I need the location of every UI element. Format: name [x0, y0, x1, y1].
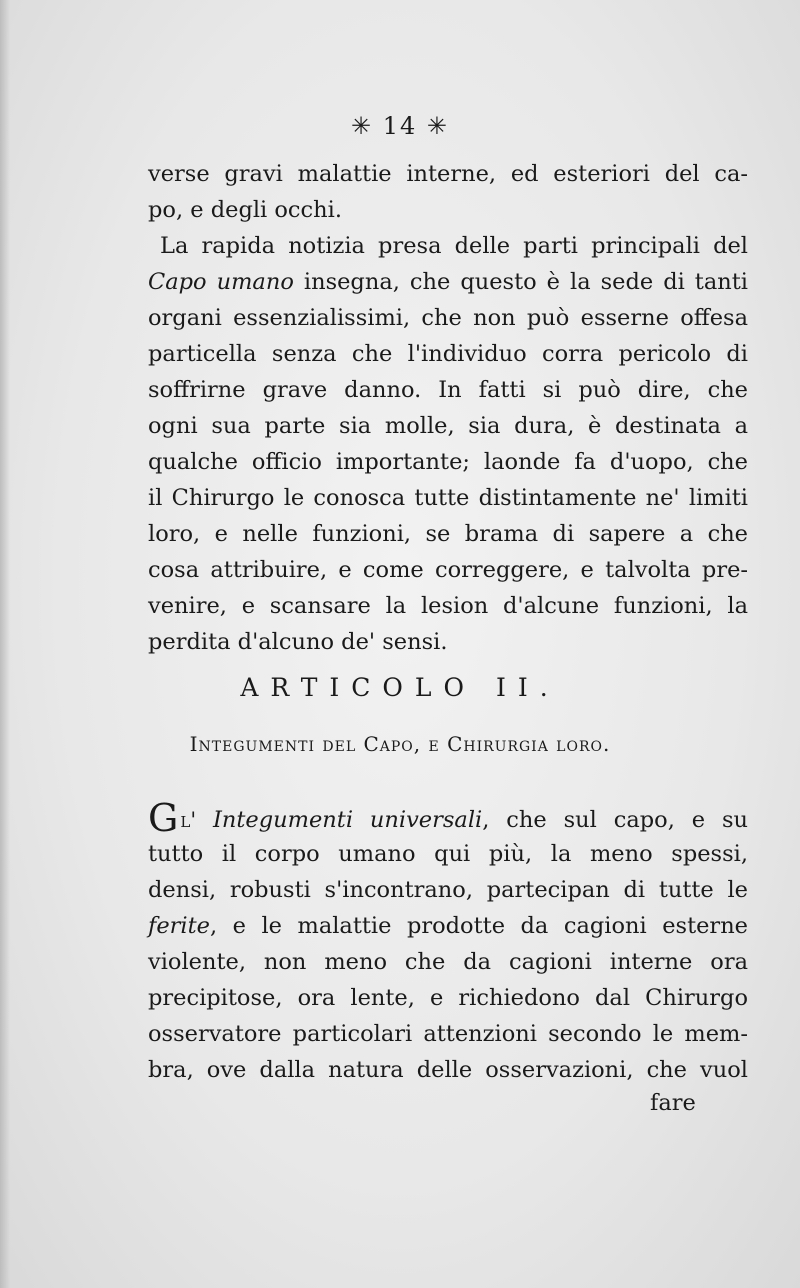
text-line: loro, e nelle funzioni, se brama di sapere a che: [148, 521, 748, 547]
italic-phrase: Capo umano: [148, 269, 294, 295]
text-line: ogni sua parte sia molle, sia dura, è destinata a: [148, 413, 748, 439]
page-number-header: ✳ 14 ✳: [350, 112, 449, 140]
text-line: ferite, e le malattie prodotte da cagioni esterne: [148, 913, 748, 939]
text-line: precipitose, ora lente, e richiedono dal Chirurgo: [148, 985, 748, 1011]
text-line: bra, ove dalla natura delle osservazioni, che vuol: [148, 1057, 748, 1083]
text-line: Capo umano insegna, che questo è la sede di tanti: [148, 269, 748, 295]
italic-phrase: Integumenti universali: [213, 807, 483, 833]
text-line: organi essenzialissimi, che non può esserne offesa: [148, 305, 748, 331]
text-line: cosa attribuire, e come correggere, e talvolta pre-: [148, 557, 748, 583]
text-line: densi, robusti s'incontrano, partecipan di tutte le: [148, 877, 748, 903]
text-line: il Chirurgo le conosca tutte distintamente ne' limiti: [148, 485, 748, 511]
small-caps-text: l': [180, 808, 197, 832]
page-edge-shadow: [0, 0, 10, 1288]
text-line: soffrirne grave danno. In fatti si può dire, che: [148, 377, 748, 403]
section-subtitle: Integumenti del Capo, e Chirurgia loro.: [189, 732, 611, 756]
text-line: tutto il corpo umano qui più, la meno spessi,: [148, 841, 748, 867]
drop-cap: G: [148, 796, 179, 840]
italic-word: ferite: [148, 913, 210, 939]
text-run: , che sul capo, e su: [482, 807, 748, 833]
text-line: qualche officio importante; laonde fa d'uopo, che: [148, 449, 748, 475]
text-line: po, e degli occhi.: [148, 197, 342, 223]
text-line: violente, non meno che da cagioni interne ora: [148, 949, 748, 975]
catchword: fare: [650, 1090, 696, 1116]
text-line: perdita d'alcuno de' sensi.: [148, 629, 448, 655]
text-line: osservatore particolari attenzioni secondo le mem-: [148, 1021, 748, 1047]
text-line: particella senza che l'individuo corra pericolo di: [148, 341, 748, 367]
text-line: venire, e scansare la lesion d'alcune funzioni, la: [148, 593, 748, 619]
text-line: verse gravi malattie interne, ed esteriori del ca-: [148, 161, 748, 187]
text-line: La rapida notizia presa delle parti principali del: [160, 233, 748, 259]
text-line-first: [148, 796, 748, 840]
section-title: ARTICOLO II.: [240, 673, 560, 702]
